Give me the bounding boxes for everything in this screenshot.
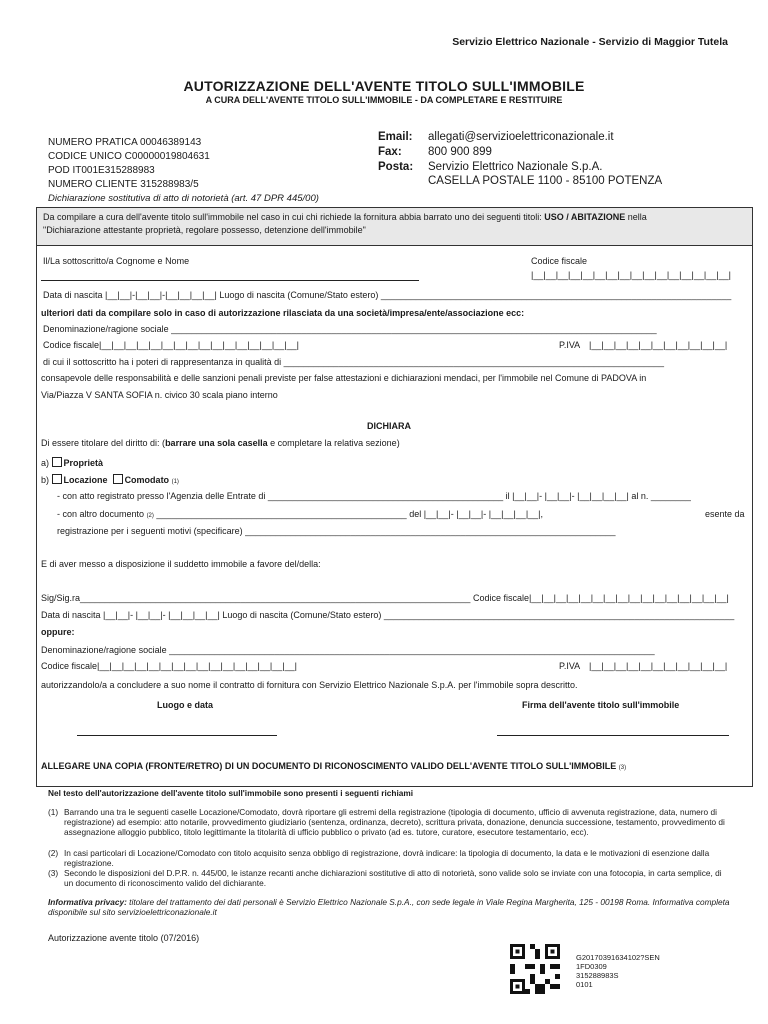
comodato-checkbox[interactable] xyxy=(113,474,123,484)
opt-b-prefix: b) xyxy=(41,475,50,485)
document-title: AUTORIZZAZIONE DELL'AVENTE TITOLO SULL'IMMOBILE xyxy=(183,78,585,94)
opt-a-prefix: a) xyxy=(41,458,50,468)
note-2-mark: (2) xyxy=(146,513,154,519)
numero-pratica: NUMERO PRATICA 00046389143 xyxy=(48,137,202,148)
note-1-mark: (1) xyxy=(171,479,179,485)
poteri-field[interactable]: di cui il sottoscritto ha i poteri di rappresentanza in qualità di ____________________________________________________________________________ xyxy=(43,357,665,367)
oppure-label: oppure: xyxy=(41,627,75,637)
firma-field[interactable] xyxy=(497,735,729,736)
dichiara-heading: DICHIARA xyxy=(367,421,411,431)
document-subtitle: A CURA DELL'AVENTE TITOLO SULL'IMMOBILE - DA COMPLETARE E RESTITUIRE xyxy=(205,95,563,105)
firma-label: Firma dell'avente titolo sull'immobile xyxy=(522,700,680,710)
note-1-num: (1) xyxy=(48,807,59,817)
codice-unico: CODICE UNICO C00000019804631 xyxy=(48,151,210,162)
registrazione-field[interactable]: registrazione per i seguenti motivi (specificare) __________________________________________________________________________ xyxy=(57,526,616,536)
proprieta-checkbox[interactable] xyxy=(52,457,62,467)
nascita-row[interactable]: Data di nascita |__|__|-|__|__|-|__|__|__|__| Luogo di nascita (Comune/Stato estero) ______________________________________________________________________ xyxy=(43,290,732,300)
cf-societa-field[interactable]: Codice fiscale|__|__|__|__|__|__|__|__|__|__|__|__|__|__|__|__| xyxy=(43,340,299,350)
titolare-bold: barrare una sola casella xyxy=(165,438,268,448)
privacy-text: titolare del trattamento dei dati personali è Servizio Elettrico Nazionale S.p.A., con sede legale in Viale Regina Margherita, 125 - 00198 Roma. Informativa completa disponibile sul sito servizioelettriconazionale.it xyxy=(48,897,730,917)
atto-registrato-row[interactable]: - con atto registrato presso l'Agenzia delle Entrate di _______________________________________________ il |__|__|- |__|__|- |__|__|__|__| al n. ________ xyxy=(57,491,691,501)
intro-highlight: USO / ABITAZIONE xyxy=(544,212,626,222)
denominazione-2-field[interactable]: Denominazione/ragione sociale _________________________________________________________________________________________________ xyxy=(41,645,655,655)
consapevole-text: consapevole delle responsabilità e delle sanzioni penali previste per false attestazioni e dichiarazioni mendaci, per l'immobile nel Comune di PADOVA in xyxy=(41,373,647,383)
dichiarazione-note: Dichiarazione sostitutiva di atto di notorietà (art. 47 DPR 445/00) xyxy=(48,193,319,204)
piva-label: P.IVA xyxy=(559,340,581,350)
locazione-label: Locazione xyxy=(63,475,108,485)
barcode-code-1: G20170391634102?SEN xyxy=(576,953,660,962)
pod: POD IT001E315288983 xyxy=(48,165,155,176)
sig-field[interactable]: Sig/Sig.ra______________________________________________________________________________ Codice fiscale|__|__|__|__|__|__|__|__|__|__|__|__|__|__|__|__| xyxy=(41,593,729,603)
form-version: Autorizzazione avente titolo (07/2016) xyxy=(48,933,200,943)
posta-label: Posta: xyxy=(378,161,414,173)
note-2-text: In casi particolari di Locazione/Comodato con titolo acquisito senza obbligo di registrazione, dovrà indicare: la tipologia di documento, la data e le motivazioni di esenzione dalla registrazione. xyxy=(64,848,710,868)
proprieta-label: Proprietà xyxy=(63,458,104,468)
nascita-2-field[interactable]: Data di nascita |__|__|- |__|__|- |__|__|__|__| Luogo di nascita (Comune/Stato estero) ______________________________________________________________________ xyxy=(41,610,735,620)
comodato-label: Comodato xyxy=(124,475,170,485)
intro-text: Da compilare a cura dell'avente titolo sull'immobile nel caso in cui chi richiede la fornitura abbia barrato uno dei seguenti titoli: xyxy=(43,212,542,222)
piva-2-label: P.IVA xyxy=(559,661,581,671)
luogo-data-label: Luogo e data xyxy=(157,700,213,710)
note-3-text: Secondo le disposizioni del D.P.R. n. 445/00, le istanze recanti anche dichiarazioni sostitutive di atto di notorietà, sono valide solo se inviate con una fotocopia, in carta semplice, di un documento di riconoscimento valido del dichiarante. xyxy=(64,868,722,888)
allegare-text: ALLEGARE UNA COPIA (FRONTE/RETRO) DI UN DOCUMENTO DI RICONOSCIMENTO VALIDO DELL'AVENTE TITOLO SULL'IMMOBILE xyxy=(41,761,617,771)
codice-fiscale-field[interactable]: |__|__|__|__|__|__|__|__|__|__|__|__|__|__|__|__| xyxy=(531,270,731,280)
piva-field[interactable]: |__|__|__|__|__|__|__|__|__|__|__| xyxy=(589,340,728,350)
codice-fiscale-label: Codice fiscale xyxy=(531,256,588,266)
denominazione-field[interactable]: Denominazione/ragione sociale _________________________________________________________________________________________________ xyxy=(43,324,657,334)
email-label: Email: xyxy=(378,131,413,143)
nome-field[interactable] xyxy=(41,280,419,281)
note-3-num: (3) xyxy=(48,868,59,878)
barcode-code-3: 315288983S xyxy=(576,971,619,980)
autorizzandolo-text: autorizzandolo/a a concludere a suo nome il contratto di fornitura con Servizio Elettrico Nazionale S.p.A. per l'immobile sopra descritto. xyxy=(41,680,578,690)
cf-societa-2-field[interactable]: Codice fiscale|__|__|__|__|__|__|__|__|__|__|__|__|__|__|__|__| xyxy=(41,661,297,671)
piva-2-field[interactable]: |__|__|__|__|__|__|__|__|__|__|__| xyxy=(589,661,728,671)
fax-value: 800 900 899 xyxy=(428,146,492,158)
sottoscritto-label: Il/La sottoscritto/a Cognome e Nome xyxy=(43,256,190,266)
fax-label: Fax: xyxy=(378,146,402,158)
privacy-label: Informativa privacy: xyxy=(48,897,127,907)
notes-heading: Nel testo dell'autorizzazione dell'avente titolo sull'immobile sono presenti i seguenti richiami xyxy=(48,788,414,798)
altro-documento-label: - con altro documento xyxy=(57,509,145,519)
qr-code-icon xyxy=(510,944,560,994)
messo-disposizione-text: E di aver messo a disposizione il suddetto immobile a favore del/della: xyxy=(41,559,321,569)
note-1-text: Barrando una tra le seguenti caselle Locazione/Comodato, dovrà riportare gli estremi della registrazione (tipologia di documento, ufficio di avvenuta registrazione, data, numero di registrazione) ad esempio: atto notarile, provvedimento giudiziario (sentenza, ordinanza, decreto), scrittura privata, donazione, denuncia successione, testamento, provvedimento di assegnazione alloggio pubblico, titolo legittimante la titolarità di ufficio pubblico o privato (ad es. tutore, curatore, esecutore testamentario, ecc). xyxy=(64,807,725,837)
posta-value-1: Servizio Elettrico Nazionale S.p.A. xyxy=(428,161,603,173)
note-3-mark: (3) xyxy=(618,765,627,771)
intro-text-2: "Dichiarazione attestante proprietà, regolare possesso, detenzione dell'immobile" xyxy=(43,225,366,235)
email-value[interactable]: allegati@servizioelettriconazionale.it xyxy=(428,131,614,143)
note-2-num: (2) xyxy=(48,848,59,858)
titolare-tail: e completare la relativa sezione) xyxy=(267,438,400,448)
intro-tail: nella xyxy=(627,212,647,222)
posta-value-2: CASELLA POSTALE 1100 - 85100 POTENZA xyxy=(428,175,663,187)
barcode-code-4: 0101 xyxy=(576,980,593,989)
altro-documento-field[interactable]: __________________________________________________ del |__|__|- |__|__|- |__|__|__|__|, xyxy=(156,509,543,519)
form-instructions xyxy=(37,208,752,246)
indirizzo-text: Via/Piazza V SANTA SOFIA n. civico 30 scala piano interno xyxy=(41,390,278,400)
luogo-data-field[interactable] xyxy=(77,735,277,736)
company-header: Servizio Elettrico Nazionale - Servizio di Maggior Tutela xyxy=(452,36,728,48)
ulteriori-heading: ulteriori dati da compilare solo in caso di autorizzazione rilasciata da una società/impresa/ente/associazione ecc: xyxy=(41,308,525,318)
esente-label: esente da xyxy=(705,509,745,519)
titolare-text: Di essere titolare del diritto di: ( xyxy=(41,438,166,448)
numero-cliente: NUMERO CLIENTE 315288983/5 xyxy=(48,179,199,190)
locazione-checkbox[interactable] xyxy=(52,474,62,484)
form-box xyxy=(36,207,753,787)
barcode-code-2: 1FD0309 xyxy=(576,962,607,971)
